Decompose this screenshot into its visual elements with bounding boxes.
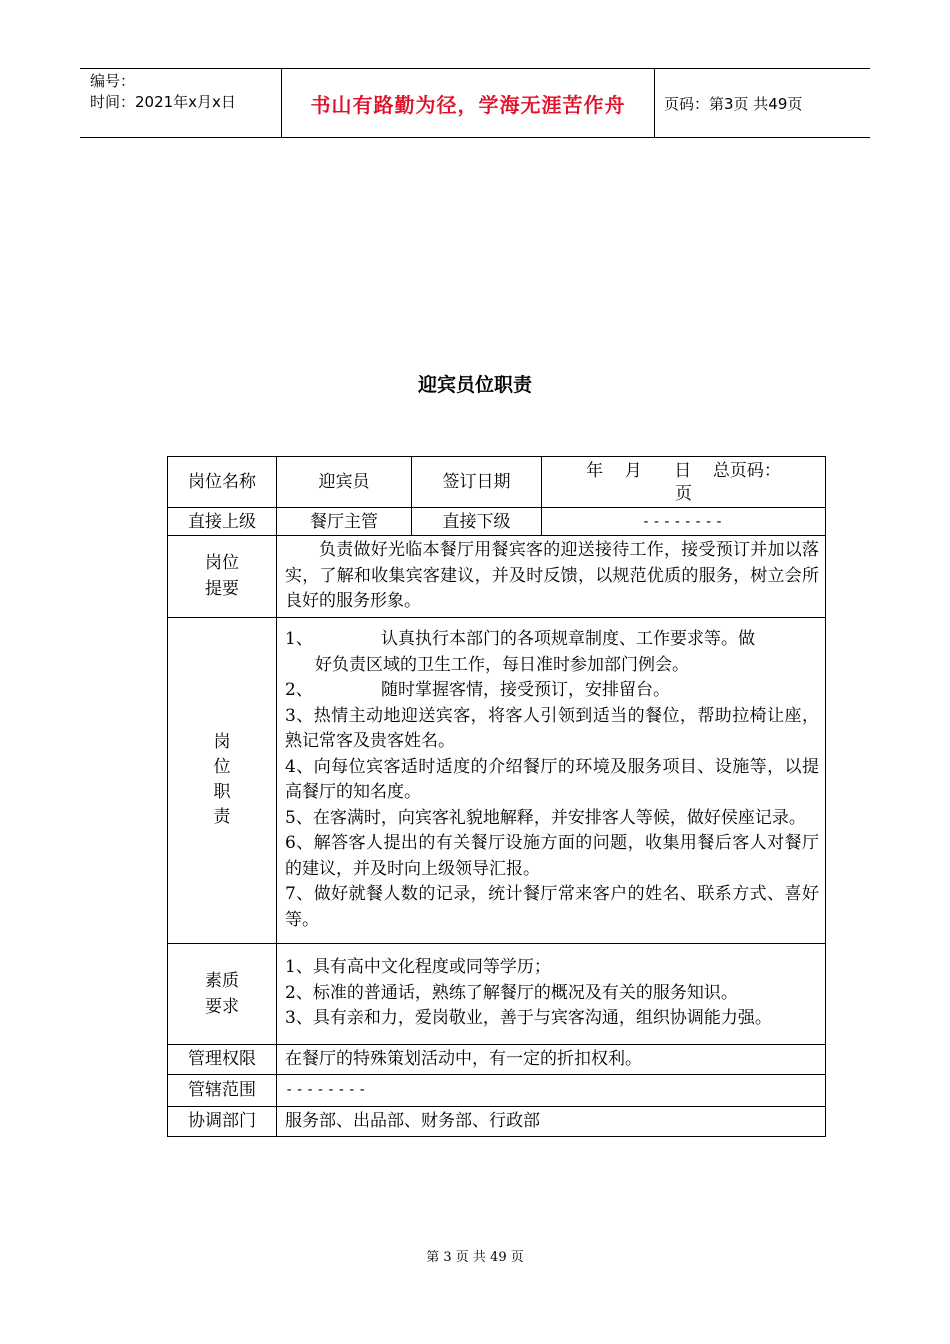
duties-label-char: 职 [213,782,231,802]
qualifications-text [277,943,826,1044]
document-title: 迎宾员位职责 [417,374,532,396]
position-name-label: 岗位名称 [168,457,277,508]
duties-label-char: 位 [213,757,231,777]
sign-date-value [542,457,826,508]
subordinate-value: -------- [641,514,726,530]
authority-text: 在餐厅的特殊策划活动中，有一定的折扣权利。 [277,1044,826,1075]
header-motto: 书山有路勤为径，学海无涯苦作舟 [281,69,655,137]
qualifications-label [168,943,277,1044]
page-header [80,68,870,138]
job-description-table [167,456,826,1137]
table-row [168,617,826,943]
summary-text: 负责做好光临本餐厅用餐宾客的迎送接待工作，接受预订并加以落实，了解和收集宾客建议，并及时反馈，以规范优质的服务，树立会所良好的服务形象。 [277,536,826,618]
scope-text: -------- [285,1082,369,1098]
duties-text [277,617,826,943]
duty-item: 5、在客满时，向宾客礼貌地解释，并安排客人等候，做好侯座记录。 [285,807,806,828]
qualifications-label-line-1: 素质 [205,970,239,991]
duty-text: 好负责区域的卫生工作，每日准时参加部门例会。 [315,654,689,675]
summary-label-line-2: 提要 [205,579,239,600]
duties-label [168,617,277,943]
summary-label-line-1: 岗位 [205,553,239,574]
document-number-label: 编号： [90,72,136,90]
duty-item [285,678,819,704]
coordination-text: 服务部、出品部、财务部、行政部 [277,1106,826,1137]
duty-number: 2、 [285,680,313,700]
duty-item: 3、热情主动地迎送宾客，将客人引领到适当的餐位，帮助拉椅让座，熟记常客及贵客姓名。 [285,705,819,751]
duty-item: 6、解答客人提出的有关餐厅设施方面的问题，收集用餐后客人对餐厅的建议，并及时向上级领导汇报。 [285,833,819,879]
duty-item: 4、向每位宾客适时适度的介绍餐厅的环境及服务项目、设施等，以提高餐厅的知名度。 [285,756,819,802]
table-row [168,1106,826,1137]
duty-text: 随时掌握客情，接受预订，安排留台。 [381,680,670,700]
duty-item [285,627,819,653]
scope-label: 管辖范围 [168,1075,277,1107]
table-row [168,457,826,508]
qualification-item: 1、具有高中文化程度或同等学历； [285,957,551,978]
document-time-label: 时间：2021年x月x日 [90,93,236,111]
table-row [168,536,826,618]
duties-label-char: 责 [213,807,231,827]
summary-label [168,536,277,618]
date-line-2: 页 [675,484,692,504]
date-line-1: 年 月 日 总页码： [586,461,781,481]
position-name-value: 迎宾员 [277,457,412,508]
duties-label-char: 岗 [213,732,231,752]
header-page-label: 页码：第3页 共49页 [664,95,803,113]
header-meta [90,71,236,113]
table-row [168,1075,826,1107]
authority-label: 管理权限 [168,1044,277,1075]
table-row [168,508,826,536]
superior-label: 直接上级 [168,508,277,536]
page-footer: 第 3 页 共 49 页 [426,1250,524,1265]
duty-text: 认真执行本部门的各项规章制度、工作要求等。做 [381,629,755,649]
duty-item: 7、做好就餐人数的记录，统计餐厅常来客户的姓名、联系方式、喜好等。 [285,884,819,930]
duty-number: 1、 [285,629,313,649]
qualification-item: 3、具有亲和力，爱岗敬业，善于与宾客沟通，组织协调能力强。 [285,1008,772,1029]
qualifications-label-line-2: 要求 [205,996,239,1017]
sign-date-label: 签订日期 [412,457,542,508]
subordinate-label: 直接下级 [412,508,542,536]
superior-value: 餐厅主管 [277,508,412,536]
table-row [168,943,826,1044]
table-row [168,1044,826,1075]
qualification-item: 2、标准的普通话，熟练了解餐厅的概况及有关的服务知识。 [285,982,738,1003]
coordination-label: 协调部门 [168,1106,277,1137]
